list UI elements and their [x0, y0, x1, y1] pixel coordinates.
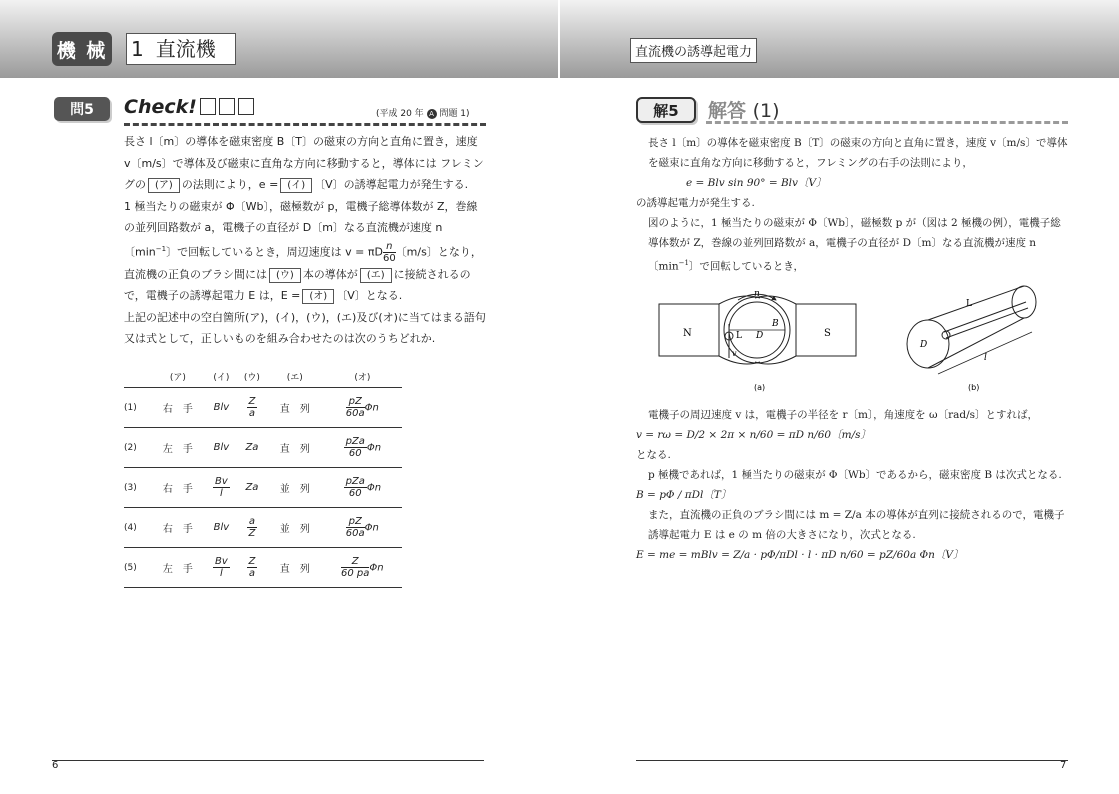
frac-num: Z	[341, 556, 369, 568]
options-table	[124, 368, 402, 588]
header-c: (ウ)	[237, 368, 267, 388]
answer-line-1: 長さ l〔m〕の導体を磁束密度 B〔T〕の磁束の方向と直角に置き，速度 v〔m/s〕で導体を磁束に直角な方向に移動すると，フレミングの右手の法則により，	[648, 137, 1068, 169]
question-paragraph-1	[124, 131, 486, 196]
option-connection: 直 列	[267, 428, 323, 468]
option-connection: 直 列	[267, 548, 323, 588]
frac-den: 60	[348, 448, 362, 459]
dc-machine-figure	[656, 284, 1066, 396]
topic-title: 直流機の誘導起電力	[630, 38, 757, 63]
check-box-1[interactable]	[200, 98, 216, 115]
option-conductors: Za	[237, 468, 267, 508]
option-fraction	[344, 476, 367, 499]
q-text: 〔V〕の誘導起電力が発生する.	[314, 178, 469, 191]
answer-body	[636, 133, 1068, 277]
left-footer-rule	[52, 760, 484, 761]
option-connection: 直 列	[267, 388, 323, 428]
caption-b: (b)	[968, 383, 980, 392]
frac-den: 60a	[345, 408, 365, 419]
frac-num: pZa	[345, 476, 365, 487]
option-fraction	[341, 556, 369, 579]
blank-d: (エ)	[360, 268, 392, 283]
option-row[interactable]	[124, 468, 402, 508]
q-text: に接続されるので，電機子の誘導起電力 E は，E =	[124, 267, 471, 303]
rotation-label: n	[754, 289, 760, 299]
frac-num: Z	[248, 396, 256, 407]
check-box-3[interactable]	[238, 98, 254, 115]
options-header-row	[124, 368, 402, 388]
q-sup: −1	[155, 244, 167, 253]
q-text: 長さ l〔m〕の導体を磁束密度 B〔T〕の磁束の方向と直角に置き，速度 v〔m/s〕で導体及び磁束に直角な方向に移動すると，導体には フレミングの	[124, 135, 484, 191]
header-b: (イ)	[206, 368, 237, 388]
frac-den: 60a	[345, 528, 365, 539]
option-number: (3)	[124, 468, 150, 508]
answer-eq-4: E = me = mBlv = Z/a · pΦ/πDl · l · πD n/60 = pZ/60a Φn〔V〕	[636, 549, 964, 561]
option-row[interactable]	[124, 428, 402, 468]
option-conductors	[237, 388, 267, 428]
cylinder-length-label: l	[984, 353, 987, 363]
option-voltage-tail: Φn	[366, 482, 382, 494]
frac-den: l	[220, 568, 223, 579]
answer-line-5: となる.	[636, 449, 671, 461]
source-number: 問題 1)	[439, 109, 470, 119]
option-row[interactable]	[124, 508, 402, 548]
frac-den: 60 pa	[341, 568, 370, 579]
a-text: 図のように，1 極当たりの磁束が Φ〔Wb〕，磁極数 p が（図は 2 極機の例），電機子総導体数が Z，巻線の並列回路数が a，電機子の直径が D〔m〕なる直流機が速度 n〔min	[648, 217, 1061, 273]
answer-rule	[706, 121, 1068, 124]
option-rule: 右 手	[150, 508, 206, 548]
chapter-name: 直流機	[155, 37, 216, 61]
option-number: (5)	[124, 548, 150, 588]
option-connection: 並 列	[267, 508, 323, 548]
blank-b: (イ)	[280, 178, 312, 193]
question-source	[376, 106, 470, 119]
answer-line-3	[636, 213, 1068, 277]
answer-title	[708, 96, 780, 123]
answer-title-text: 解答	[708, 100, 747, 122]
option-emf: Blv	[206, 428, 237, 468]
frac-den: a	[248, 408, 256, 419]
option-voltage-tail: Φn	[366, 442, 382, 454]
option-fraction	[247, 516, 257, 539]
frac-num: Z	[248, 556, 256, 567]
check-label	[124, 96, 254, 118]
answer-line-4: 電機子の周辺速度 v は，電機子の半径を r〔m〕，角速度を ω〔rad/s〕とすれば，	[648, 409, 1038, 421]
blank-e: (オ)	[302, 289, 334, 304]
pole-s-label: S	[824, 328, 831, 339]
chapter-number: 1	[131, 37, 144, 61]
a-sup: −1	[678, 259, 689, 267]
option-rule: 右 手	[150, 388, 206, 428]
frac-num: Bv	[215, 556, 228, 567]
option-rule: 左 手	[150, 548, 206, 588]
q-text: 〔m/s〕となり，直流機の正負のブラシ間には	[124, 245, 482, 281]
option-emf: Blv	[206, 388, 237, 428]
option-conductors	[237, 548, 267, 588]
option-rule: 左 手	[150, 428, 206, 468]
frac-den: l	[220, 488, 223, 499]
caption-a: (a)	[754, 383, 766, 392]
check-box-2[interactable]	[219, 98, 235, 115]
header-e: (オ)	[323, 368, 402, 388]
blank-c: (ウ)	[269, 268, 301, 283]
check-text: Check!	[124, 96, 197, 118]
page-number-left: 6	[52, 760, 59, 771]
answer-eq-1: e = Blv sin 90° = Blv〔V〕	[686, 177, 827, 189]
question-rule	[124, 123, 486, 126]
option-voltage	[323, 548, 402, 588]
option-rule: 右 手	[150, 468, 206, 508]
option-fraction	[346, 396, 365, 419]
question-badge: 問5	[54, 97, 110, 121]
option-voltage	[323, 428, 402, 468]
frac-num: pZ	[346, 516, 365, 528]
option-conductors	[237, 508, 267, 548]
option-fraction	[213, 556, 230, 579]
answer-eq-2: v = rω = D/2 × 2π × n/60 = πD n/60〔m/s〕	[636, 429, 871, 441]
question-body	[124, 131, 486, 350]
frac-num: a	[248, 516, 256, 527]
option-voltage-tail: Φn	[364, 522, 379, 534]
source-mark: A	[427, 109, 437, 119]
source-era: (平成 20 年	[376, 109, 424, 119]
answer-line-2: の誘導起電力が発生する.	[636, 197, 755, 209]
answer-line-6: p 極機であれば，1 極当たりの磁束が Φ〔Wb〕であるから，磁束密度 B は次式となる.	[648, 469, 1062, 481]
option-emf	[206, 468, 237, 508]
header-d: (エ)	[267, 368, 323, 388]
frac-num: pZa	[345, 436, 365, 447]
option-fraction	[247, 556, 258, 579]
a-text: 〕で回転しているとき，	[688, 260, 804, 273]
velocity-label: v	[732, 349, 737, 358]
option-number: (4)	[124, 508, 150, 548]
speed-fraction	[383, 241, 396, 264]
answer-number: (1)	[752, 100, 780, 122]
option-voltage-tail: Φn	[364, 402, 379, 414]
option-fraction	[247, 396, 258, 419]
q-text: 本の導体が	[302, 267, 358, 281]
figure-b	[907, 286, 1036, 392]
option-emf: Blv	[206, 508, 237, 548]
diameter-label: D	[756, 331, 764, 341]
pole-n-label: N	[683, 328, 692, 339]
frac-num: Bv	[215, 476, 228, 487]
frac-den: 60	[348, 488, 362, 499]
option-row[interactable]	[124, 548, 402, 588]
option-voltage	[323, 508, 402, 548]
frac-den: 60	[382, 252, 396, 264]
flux-label: B	[772, 319, 779, 329]
answer-badge: 解5	[636, 97, 696, 123]
header-no	[124, 368, 150, 388]
option-row[interactable]	[124, 388, 402, 428]
chapter-title	[126, 33, 236, 65]
question-paragraph-2	[124, 196, 486, 307]
q-text: 〔V〕となる.	[336, 289, 403, 303]
option-fraction	[213, 476, 230, 499]
option-number: (2)	[124, 428, 150, 468]
frac-num: pZ	[346, 396, 365, 408]
option-voltage	[323, 388, 402, 428]
right-footer-rule	[636, 760, 1068, 761]
option-fraction	[346, 516, 365, 539]
conductor-label: L	[736, 331, 742, 341]
cylinder-conductor-label: L	[966, 299, 972, 309]
answer-continuation	[636, 405, 1068, 565]
frac-num: n	[383, 241, 396, 253]
option-emf	[206, 548, 237, 588]
frac-den: Z	[248, 528, 256, 539]
subject-badge: 機 械	[52, 32, 112, 66]
q-text: の法則により，e =	[181, 178, 279, 191]
header-a: (ア)	[150, 368, 206, 388]
q-text: 〕で回転しているとき，周辺速度は v = πD	[166, 245, 383, 259]
cylinder-diameter-label: D	[920, 340, 928, 350]
q-text: 1 極当たりの磁束が Φ〔Wb〕，磁極数が p，電機子総導体数が Z，巻線の並列回路数が a，電機子の直径が D〔m〕なる直流機が速度 n〔min	[124, 199, 478, 259]
option-voltage	[323, 468, 402, 508]
blank-a: (ア)	[148, 178, 180, 193]
answer-eq-3: B = pΦ / πDl〔T〕	[636, 489, 732, 501]
option-number: (1)	[124, 388, 150, 428]
option-fraction	[344, 436, 367, 459]
option-voltage-tail: Φn	[369, 562, 384, 574]
figure-a	[659, 289, 856, 392]
options-body	[124, 388, 402, 588]
page-number-right: 7	[1060, 760, 1067, 771]
answer-line-7: また，直流機の正負のブラシ間には m = Z/a 本の導体が直列に接続されるので，電機子誘導起電力 E は e の m 倍の大きさになり，次式となる.	[648, 509, 1065, 541]
option-conductors: Za	[237, 428, 267, 468]
option-connection: 並 列	[267, 468, 323, 508]
frac-den: a	[248, 568, 256, 579]
question-paragraph-3: 上記の記述中の空白箇所(ア)，(イ)，(ウ)，(エ)及び(オ)に当てはまる語句又は式として，正しいものを組み合わせたのは次のうちどれか.	[124, 310, 486, 346]
